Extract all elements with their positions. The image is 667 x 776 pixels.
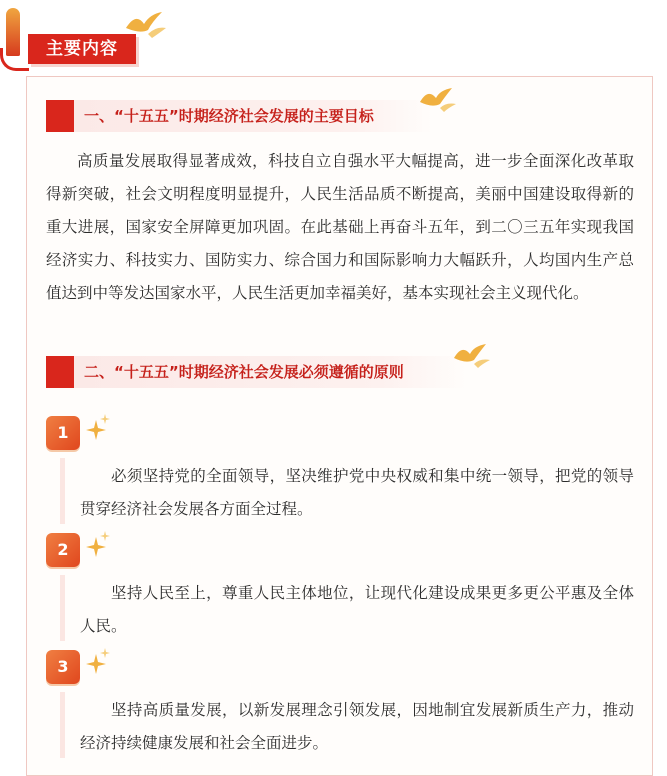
principle-number-badge: 2 <box>46 533 80 567</box>
principle-text: 坚持人民至上，尊重人民主体地位，让现代化建设成果更多更公平惠及全体人民。 <box>80 584 634 635</box>
dove-icon <box>418 86 458 116</box>
principle-text: 坚持高质量发展，以新发展理念引领发展，因地制宜发展新质生产力，推动经济持续健康发展和社会全面进步。 <box>80 701 634 752</box>
sparkle-icon <box>86 531 110 561</box>
principle-number-badge: 1 <box>46 416 80 450</box>
principle-number-badge: 3 <box>46 650 80 684</box>
heading-bar <box>46 356 74 388</box>
sparkle-icon <box>86 648 110 678</box>
heading-principles <box>46 356 466 388</box>
principle-divider <box>60 692 65 758</box>
heading-text: 一、“十五五”时期经济社会发展的主要目标 <box>84 107 374 125</box>
ribbon-decoration <box>6 8 20 56</box>
heading-text: 二、“十五五”时期经济社会发展必须遵循的原则 <box>84 363 404 381</box>
sparkle-icon <box>86 414 110 444</box>
dove-icon <box>452 342 492 372</box>
heading-bar <box>46 100 74 132</box>
heading-goals <box>46 100 432 132</box>
principle-divider <box>60 458 65 524</box>
goals-paragraph: 高质量发展取得显著成效，科技自立自强水平大幅提高，进一步全面深化改革取得新突破，社会文明程度明显提升，人民生活品质不断提高，美丽中国建设取得新的重大进展，国家安全屏障更加巩固。在此基础上再奋斗五年，到二〇三五年实现我国经济实力、科技实力、国防实力、综合国力和国际影响力大幅跃升，人均国内生产总值达到中等发达国家水平，人民生活更加幸福美好，基本实现社会主义现代化。 <box>46 152 634 302</box>
principle-text: 必须坚持党的全面领导，坚决维护党中央权威和集中统一领导，把党的领导贯穿经济社会发展各方面全过程。 <box>80 467 634 518</box>
principle-divider <box>60 575 65 641</box>
section-header: 主要内容 <box>28 34 136 64</box>
